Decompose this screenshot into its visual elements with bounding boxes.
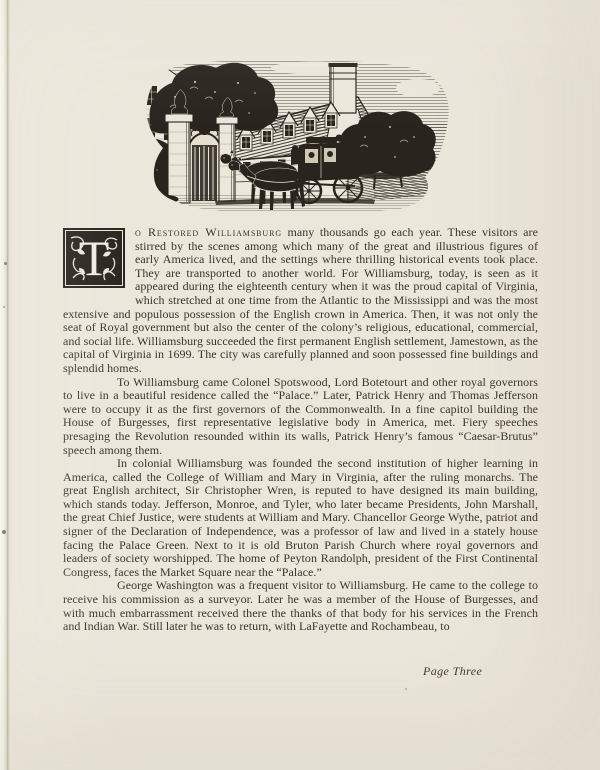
engraving-svg bbox=[140, 57, 456, 215]
paragraph: In colonial Williamsburg was founded the second institution of higher learning in America, called the College of William and Mary in Virginia, after the ruling monarchs. The great English architect, Sir Christopher Wren, is reputed to have designed its main building, which stands today. Jefferson, Monroe, and Tyler, who later became Presidents, John Marshall, the great Chief Justice, were students at William and Mary. Chancellor George Wythe, patriot and signer of the Declaration of Independence, was a professor of law and lived in a stately house facing the Palace Green. Next to it is old Bruton Parish Church where royal governors and leaders of society worshipped. The home of Peyton Randolph, president of the First Continental Congress, faces the Market Square near the “Palace.” bbox=[63, 456, 538, 579]
drop-cap-ornament bbox=[63, 228, 125, 288]
paper-speck bbox=[405, 688, 407, 690]
page-number: Page Three bbox=[423, 664, 483, 678]
palace-gates-coach-engraving bbox=[140, 57, 456, 215]
paragraph: George Washington was a frequent visitor to Williamsburg. He came to the college to receive his commission as a surveyor. Later he was a member of the House of Burgesses, and with much embarrassment received there the thanks of that body for his services in the French and Indian War. Still later he was to return, with LaFayette and Rochambeau, to bbox=[63, 578, 538, 634]
paragraph-opening bbox=[63, 226, 538, 376]
drop-cap-letter: T bbox=[78, 230, 110, 286]
paper-speck bbox=[3, 306, 5, 308]
page-edge bbox=[0, 0, 10, 770]
paragraph: To Williamsburg came Colonel Spotswood, Lord Botetourt and other royal governors to live in a beautiful residence called the “Palace.” Later, Patrick Henry and Thomas Jefferson were to occupy it as the first governors of the Commonwealth. In a fine capitol building the House of Burgesses, first representative legislative body in America, met. Fiery speeches presaging the Revolution resounded within its walls, Patrick Henry’s famous “Caesar-Brutus” speech among them. bbox=[63, 374, 538, 457]
paper-speck bbox=[4, 262, 7, 265]
lead-in-small-caps: o Restored Williamsburg bbox=[135, 225, 282, 239]
article-text bbox=[63, 226, 538, 634]
paper-speck bbox=[2, 530, 6, 534]
drop-cap bbox=[63, 228, 125, 302]
paragraph-text: many thousands go each year. These visitors are stirred by the scenes among which many of the great and illustrious figures of early America lived, and the settings where thrilling historical events took place. They are transported to another world. For Williamsburg, today, is seen as it appeared during the eighteenth century when it was the proud capital of Virginia, which stretched at one time from the Atlantic to the Mississippi and was the most extensive and populous possession of the English crown in America. Then, it was not only the seat of Royal government but also the center of the colony’s religious, educational, commercial, and social life. Williamsburg succeeded the first permanent English settlement, Jamestown, as the capital of Virginia in 1699. The city was carefully planned and soon possessed fine buildings and splendid homes. bbox=[63, 225, 538, 375]
